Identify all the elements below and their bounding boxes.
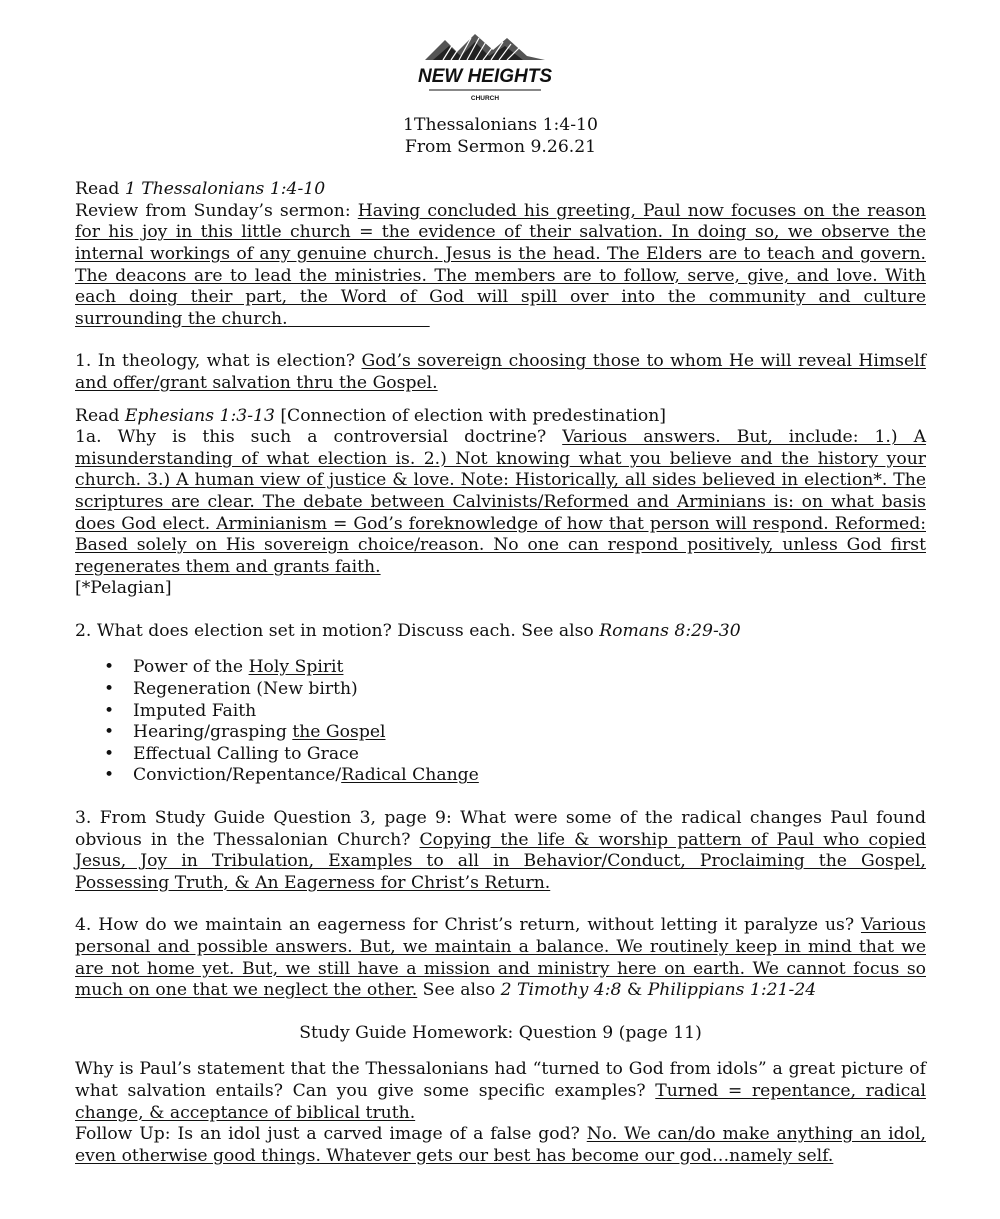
homework-answer: Turned = repentance, radical change, & acceptance of biblical truth. bbox=[75, 1080, 927, 1123]
answer-3: Copying the life & worship pattern of Paul who copied Jesus, Joy in Tribulation, Examples to all in Behavior/Conduct, Proclaiming the Gospel, Possessing Truth, & An Eagerness for Christ’s Return. bbox=[75, 829, 927, 893]
election-list bbox=[75, 657, 926, 787]
header-subtitle: From Sermon 9.26.21 bbox=[404, 136, 597, 157]
intro-read: Read 1 Thessalonians 1:4-10 bbox=[75, 179, 326, 200]
question-1a-read: Read Ephesians 1:3-13 [Connection of election with predestination] bbox=[75, 405, 666, 426]
question-3: 3. From Study Guide Question 3, page 9: What were some of the radical changes Paul found obvious in the Thessalonian Church? Copying the life & worship pattern of Paul who copied Jesus, Joy in Tribulation, Examples to all in Behavior/Conduct, Proclaiming the Gospel, Possessing Truth, & An Eagerness for Christ’s Return. bbox=[75, 808, 927, 893]
document-body bbox=[75, 0, 926, 1167]
followup-question: Follow Up: Is an idol just a carved image of a false god? No. We can/do make anything an idol, even otherwise good things. Whatever gets our best has become our god…namely self. bbox=[75, 1124, 926, 1166]
list-item: • Conviction/Repentance/Radical Change bbox=[75, 765, 926, 787]
list-item: • Hearing/grasping the Gospel bbox=[75, 722, 926, 744]
homework-question: Why is Paul’s statement that the Thessalonians had “turned to God from idols” a great picture of what salvation entails? Can you give some specific examples? Turned = repentance, radical change, & acceptance of biblical truth. bbox=[75, 1059, 927, 1123]
answer-1: God’s sovereign choosing those to whom He will reveal Himself and offer/grant salvation thru the Gospel. bbox=[75, 351, 926, 393]
scripture-ref: 1 Thessalonians 1:4-10 bbox=[124, 179, 326, 200]
question-1a: 1a. Why is this such a controversial doctrine? Various answers. But, include: 1.) A misunderstanding of what election is. 2.) Not knowing what you believe and the history your church. 3.) A human view of justice & love. Note: Historically, all sides believed in election*. The scriptures are clear. The debate between Calvinists/Reformed and Arminians is: on what basis does God elect. Arminianism = God’s foreknowledge of how that person will respond. Reformed: Based solely on His sovereign choice/reason. No one can respond positively, unless God first regenerates them and grants faith. bbox=[75, 427, 926, 577]
followup-answer: No. We can/do make anything an idol, even otherwise good things. Whatever gets our best has become our god…namely self. bbox=[75, 1124, 926, 1166]
question-4: 4. How do we maintain an eagerness for Christ’s return, without letting it paralyze us? Various personal and possible answers. But, we maintain a balance. We routinely keep in mind that we are not home yet. But, we still have a mission and ministry here on earth. We cannot focus so much on one that we neglect the other. See also 2 Timothy 4:8 & Philippians 1:21-24 bbox=[75, 915, 926, 1001]
homework-title: Study Guide Homework: Question 9 (page 11) bbox=[299, 1022, 702, 1043]
scripture-ref: Ephesians 1:3-13 bbox=[124, 405, 275, 426]
scripture-ref: 2 Timothy 4:8 bbox=[500, 980, 622, 1001]
list-item: • Effectual Calling to Grace bbox=[75, 744, 926, 766]
scripture-ref: Romans 8:29-30 bbox=[599, 620, 741, 641]
scripture-ref: Philippians 1:21-24 bbox=[647, 980, 817, 1001]
answer-1a: Various answers. But, include: 1.) A misunderstanding of what election is. 2.) Not knowing what you believe and the history your church. 3.) A human view of justice & love. Note: Historically, all sides believed in election*. The scriptures are clear. The debate between Calvinists/Reformed and Arminians is: on what basis does God elect. Arminianism = God’s foreknowledge of how that person will respond. Reformed: Based solely on His sovereign choice/reason. No one can respond positively, unless God first regenerates them and grants faith. bbox=[75, 427, 926, 577]
list-item: • Imputed Faith bbox=[75, 701, 926, 723]
header-title: 1Thessalonians 1:4-10 bbox=[403, 115, 598, 135]
intro-review: Review from Sunday’s sermon: Having concluded his greeting, Paul now focuses on the reason for his joy in this little church = the evidence of their salvation. In doing so, we observe the internal workings of any genuine church. Jesus is the head. The Elders are to teach and govern. The deacons are to lead the ministries. The members are to follow, serve, give, and love. With each doing their part, the Word of God will spill over into the community and culture surrounding the church. bbox=[75, 200, 927, 329]
question-2: 2. What does election set in motion? Discuss each. See also Romans 8:29-30 bbox=[75, 620, 741, 641]
list-item: • Regeneration (New birth) bbox=[75, 679, 926, 701]
logo-name: NEW HEIGHTS bbox=[417, 66, 553, 87]
question-1: 1. In theology, what is election? God’s sovereign choosing those to whom He will reveal Himself and offer/grant salvation thru the Gospel. bbox=[75, 351, 926, 393]
answer-4: Various personal and possible answers. But, we maintain a balance. We routinely keep in mind that we are not home yet. But, we still have a mission and ministry here on earth. We cannot focus so much on one that we neglect the other. bbox=[75, 915, 926, 1001]
footnote: [*Pelagian] bbox=[75, 578, 172, 599]
list-item: • Power of the Holy Spirit bbox=[75, 657, 926, 679]
review-answer: Having concluded his greeting, Paul now focuses on the reason for his joy in this little church = the evidence of their salvation. In doing so, we observe the internal workings of any genuine church. Jesus is the head. The Elders are to teach and govern. The deacons are to lead the ministries. The members are to follow, serve, give, and love. With each doing their part, the Word of God will spill over into the community and culture surrounding the church. bbox=[75, 200, 927, 329]
logo-sub: CHURCH bbox=[470, 95, 500, 102]
